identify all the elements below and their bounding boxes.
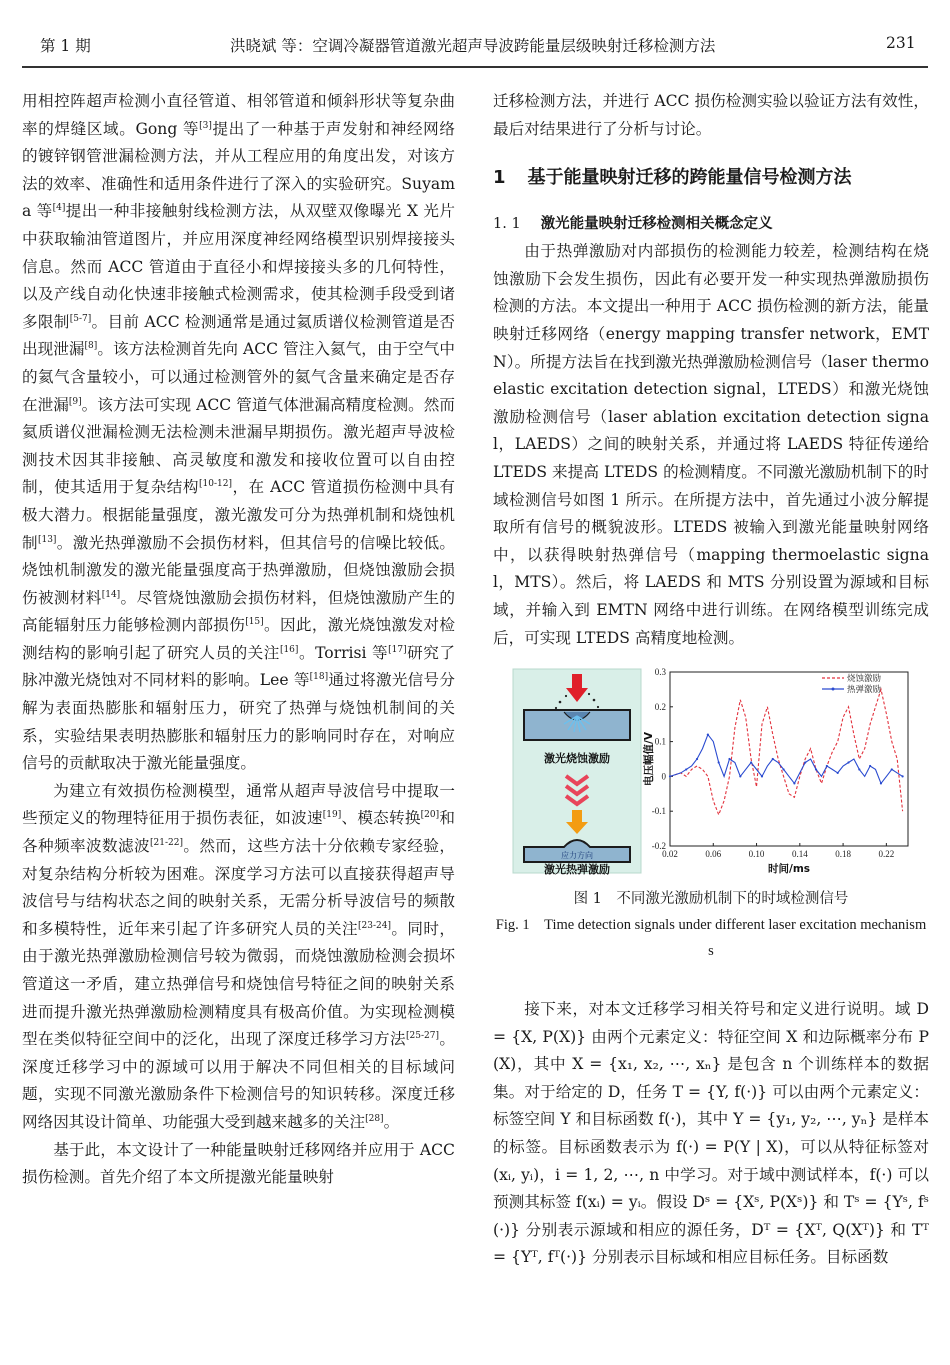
text-run: 和各种频率波数滤波	[22, 809, 455, 856]
text-run: 提出了一种基于声发射和神经网络的镀锌钢管泄漏检测方法，并从工程应用的角度出发，对该方法的效率、准确性和适用条件进行了深入的实验研究。Suyama 等	[22, 119, 455, 221]
x-axis-label: 时间/ms	[767, 863, 811, 876]
x-tick-label: 0.02	[662, 849, 678, 860]
label-stress-direction: 应力方向	[561, 851, 593, 861]
citation: [17]	[388, 644, 407, 655]
data-point	[739, 775, 741, 777]
figure-1-graphic	[510, 666, 912, 876]
citation: [28]	[365, 1113, 384, 1124]
data-point	[669, 775, 671, 777]
citation: [15]	[245, 617, 264, 628]
citation: [10-12]	[199, 479, 232, 490]
data-point	[750, 761, 752, 763]
x-tick-label: 0.18	[835, 849, 851, 860]
definition-paragraph-2: 接下来，对本文迁移学习相关符号和定义进行说明。域 D = {X, P(X)} 由两个元素定义：特征空间 X 和边际概率分布 P(X)，其中 X = {x₁, x₂, ⋯, xₙ} 是包含 n 个训练样本的数据集。对于给定的 D，任务 T = {Y, f(·)} 可以由两个元素定义：标签空间 Y 和目标函数 f(·)，其中 Y = {y₁, y₂, ⋯, yₙ} 是样本的标签。目标函数表示为 f(·) = P(Y | X)，可以从特征标签对(xᵢ, yᵢ)，i = 1, 2, ⋯, n 中学习。对于域中测试样本，f(·) 可以预测其标签 f(xᵢ) = yᵢ。假设 Dˢ = {Xˢ, P(Xˢ)} 和 Tˢ = {Yˢ, fˢ(·)} 分别表示源域和相应的源任务，Dᵀ = {Xᵀ, Q(Xᵀ)} 和 Tᵀ = {Yᵀ, fᵀ(·)} 分别表示目标域和相应目标任务。目标函数	[493, 1000, 930, 1267]
data-point	[847, 761, 849, 763]
legend-label: 热弹激励	[847, 685, 882, 696]
intro-paragraph-3-continued: 迁移检测方法，并进行 ACC 损伤检测实验以验证方法有效性，最后对结果进行了分析与讨论。	[493, 92, 929, 138]
text-run: 用相控阵超声检测小直径管道、相邻管道和倾斜形状等复杂曲率的焊缝区域。Gong 等	[22, 92, 455, 138]
figure-caption-zh: 图 1 不同激光激励机制下的时域检测信号	[573, 891, 849, 908]
subsection-number: 1. 1	[493, 216, 521, 233]
data-point	[761, 775, 763, 777]
intro-paragraph-3: 基于此，本文设计了一种能量映射迁移网络并应用于 ACC 损伤检测。首先介绍了本文所提激光能量映射	[22, 1140, 455, 1187]
data-point	[880, 782, 882, 784]
x-tick-label: 0.06	[705, 849, 722, 860]
citation: [18]	[309, 672, 329, 683]
subsection-title: 激光能量映射迁移检测相关概念定义	[540, 216, 773, 233]
citation: [5-7]	[69, 313, 92, 324]
data-point	[901, 775, 903, 777]
page-header	[0, 0, 950, 66]
figure-1	[510, 666, 912, 876]
citation: [8]	[84, 341, 98, 352]
text-run: 。目前 ACC 检测通常是通过氦质谱仪检测管道是否出现泄漏	[22, 312, 455, 359]
text-run: 。该方法可实现 ACC 管道气体泄漏高精度检测。然而氦质谱仪泄漏检测无法检测未泄漏早期损伤。激光超声导波检测技术因其非接触、高灵敏度和激发和接收位置可以自由控制，使其适用于复杂结构	[22, 395, 455, 497]
data-point	[804, 761, 806, 763]
page-number: 231	[886, 34, 916, 52]
text-run: ，在 ACC 管道损伤检测中具有极大潜力。根据能量强度，激光激发可分为热弹机制和烧蚀机制	[22, 478, 455, 552]
data-point	[728, 758, 730, 760]
citation: [16]	[279, 644, 299, 655]
label-ablation: 激光烧蚀激励	[544, 752, 610, 766]
section-heading	[493, 163, 929, 193]
section-title: 基于能量映射迁移的跨能量信号检测方法	[527, 167, 852, 189]
section-number: 1	[493, 167, 506, 189]
data-point	[858, 768, 860, 770]
y-tick-label: -0.2	[651, 841, 666, 852]
data-point	[696, 758, 698, 760]
x-tick-label: 0.14	[791, 849, 808, 860]
legend-label: 烧蚀激励	[847, 674, 882, 685]
text-run: 。尽管烧蚀激励会损伤材料，但烧蚀激励产生的高能辐射压力能够检测内部损伤	[22, 588, 455, 635]
text-run: 。同时，由于激光热弹激励检测信号较为微弱，而烧蚀激励检测会损坏管道这一矛盾，建立热弹信号和烧蚀信号特征之间的映射关系进而提升激光热弹激励检测精度具有极高价值。为实现检测模型在类似特征空间中的泛化，出现了深度迁移学习方法	[22, 919, 455, 1049]
data-point	[707, 734, 709, 736]
data-point	[685, 768, 687, 770]
text-run: 。激光热弹激励不会损伤材料，但其信号的信噪比较低。烧蚀机制激发的激光能量强度高于热弹激励，但烧蚀激励会损伤被测材料	[22, 533, 455, 607]
data-point	[718, 761, 720, 763]
intro-paragraph-2	[22, 778, 455, 1137]
citation: [4]	[52, 203, 66, 214]
y-tick-label: 0	[661, 771, 666, 782]
data-point	[782, 768, 784, 770]
text-run: 、模态转换	[341, 809, 421, 828]
data-point	[793, 782, 795, 784]
text-run: 。	[383, 1112, 400, 1131]
text-run: 研究了脉冲激光烧蚀对不同材料的影响。Lee 等	[22, 643, 455, 690]
citation: [23-24]	[358, 920, 391, 931]
citation: [14]	[101, 589, 121, 600]
data-point	[837, 772, 839, 774]
definition-paragraph: 由于热弹激励对内部损伤的检测能力较差，检测结构在烧蚀激励下会发生损伤，因此有必要开发一种实现热弹激励损伤检测的方法。本文提出一种用于 ACC 损伤检测的新方法，能量映射迁移网络（energy mapping transfer network，EMTN）。所提方法旨在找到激光热弹激励检测信号（laser thermoelastic excitation detection signal，LTEDS）和激光烧蚀激励检测信号（laser ablation excitation detection signal，LAEDS）之间的映射关系，并通过将 LAEDS 特征传递给 LTEDS 来提高 LTEDS 的检测精度。不同激光激励机制下的时域检测信号如图 1 所示。在所提方法中，首先通过小波分解提取所有信号的概貌波形。LTEDS 被输入到激光能量映射网络中，以获得映射热弹信号（mapping thermoelastic signal，MTS）。然后，将 LAEDS 和 MTS 分别设置为源域和目标域，并输入到 EMTN 网络中进行训练。在网络模型训练完成后，可实现 LTEDS 高精度地检测。	[493, 242, 929, 647]
data-point	[891, 768, 893, 770]
data-point	[815, 768, 817, 770]
citation: [9]	[68, 396, 82, 407]
left-column	[22, 88, 455, 1192]
running-title: 洪晓斌 等：空调冷凝器管道激光超声导波跨能量层级映射迁移检测方法	[230, 37, 716, 55]
intro-paragraph-1	[22, 88, 455, 778]
data-point	[826, 765, 828, 767]
issue-number: 第 1 期	[40, 37, 91, 55]
text-run: 。该方法检测首先向 ACC 管注入氦气，由于空气中的氦气含量较小，可以通过检测管外的氦气含量来确定是否存在泄漏	[22, 340, 455, 414]
x-tick-label: 0.22	[878, 849, 895, 860]
y-tick-label: -0.1	[651, 806, 666, 817]
citation: [21-22]	[150, 838, 183, 849]
text-run: 提出一种非接触射线检测方法，从双壁双像曝光 X 光片中获取输油管道图片，并应用深度神经网络模型识别焊接接头信息。然而 ACC 管道由于直径小和焊接接头多的几何特性，以及产线自动化快速非接触式检测需求，使其检测手段受到诸多限制	[22, 202, 456, 331]
text-run: 为建立有效损伤检测模型，通常从超声导波信号中提取一些预定义的物理特征用于损伤表征，如波速	[22, 781, 455, 828]
y-tick-label: 0.2	[654, 701, 666, 712]
citation: [3]	[199, 120, 212, 131]
citation: [13]	[37, 534, 57, 545]
data-point	[772, 758, 774, 760]
text-run: 通过将激光信号分解为表面热膨胀和辐射压力，研究了热弹与烧蚀机制间的关系，实验结果表明热膨胀和辐射压力的影响同时存在，对响应信号的贡献取决于激光能量强度。	[22, 671, 455, 773]
right-column	[493, 88, 929, 1272]
data-point	[869, 765, 871, 767]
text-run: 。然而，这些方法十分依赖专家经验，对复杂结构分析较为困难。深度学习方法可以直接获得超声导波信号与结构状态之间的映射关系，无需分析导波信号的频散和多模特性，近年来引起了许多研究人员的关注	[22, 837, 455, 938]
y-axis-label: 电压幅值/V	[643, 732, 655, 787]
legend-marker	[832, 688, 835, 691]
text-run: 。深度迁移学习中的源域可以用于解决不同但相关的目标域问题，实现不同激光激励条件下检测信号的知识转移。深度迁移网络因其设计简单、功能强大受到越来越多的关注	[22, 1030, 455, 1131]
y-tick-label: 0.1	[654, 736, 666, 747]
label-thermoelastic: 激光热弹激励	[544, 863, 610, 877]
text-run: 。Torrisi 等	[298, 643, 389, 662]
y-tick-label: 0.3	[654, 667, 666, 678]
header-rule	[22, 66, 928, 68]
citation: [19]	[322, 810, 342, 821]
x-tick-label: 0.10	[748, 849, 765, 860]
subsection-heading	[493, 211, 929, 238]
citation: [20]	[420, 810, 440, 821]
citation: [25-27]	[406, 1031, 439, 1042]
figure-caption-en: Fig. 1 Time detection signals under different laser excitation mechanisms	[495, 917, 927, 960]
text-run: 。因此，激光烧蚀激发对检测结构的影响引起了研究人员的关注	[22, 616, 455, 662]
